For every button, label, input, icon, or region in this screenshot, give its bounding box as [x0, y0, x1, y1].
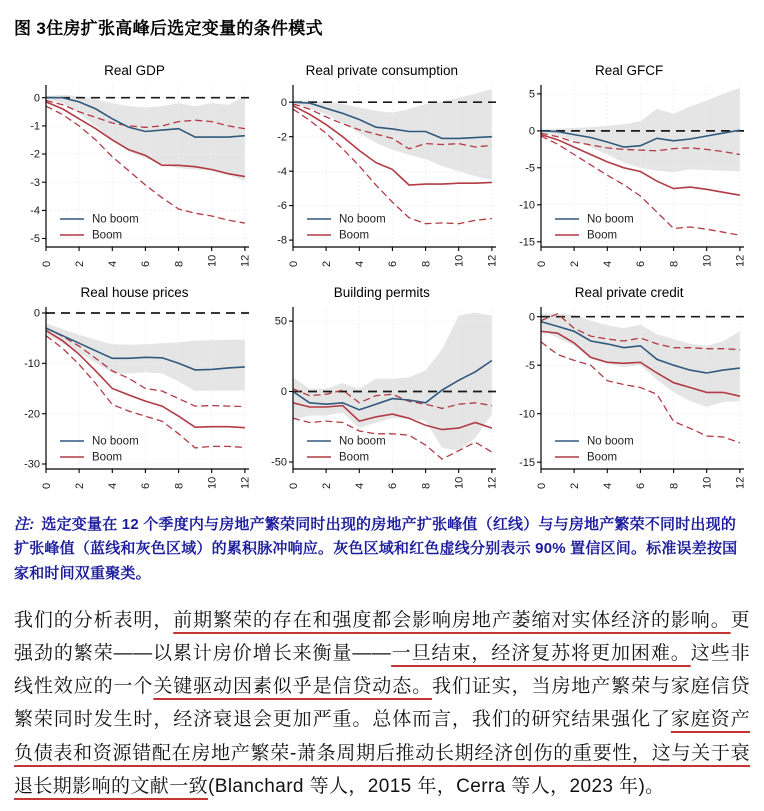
- legend-label: No boom: [92, 213, 139, 226]
- y-tick-label: -50: [271, 456, 288, 469]
- x-tick-label: 0: [535, 260, 548, 267]
- note-prefix: 注:: [14, 516, 35, 533]
- y-tick-label: -5: [524, 162, 535, 175]
- underlined-segment: 一旦结束，经济复苏将更加困难。: [391, 643, 691, 665]
- legend-label: Boom: [92, 229, 123, 242]
- y-tick-label: -6: [277, 200, 288, 213]
- y-tick-label: -30: [24, 458, 40, 471]
- x-tick-label: 8: [668, 482, 681, 489]
- x-tick-label: 12: [239, 254, 252, 267]
- x-tick-label: 0: [40, 482, 53, 489]
- chart-plot: [507, 80, 752, 274]
- x-tick-label: 12: [487, 254, 500, 267]
- legend-label: Boom: [586, 229, 617, 242]
- x-tick-label: 2: [73, 260, 86, 267]
- note-text: 选定变量在 12 个季度内与房地产繁荣同时出现的房地产扩张峰值（红线）与与房地产繁荣不同时出现的扩张峰值（蓝线和灰色区域）的累积脉冲响应。灰色区域和红色虚线分别表示 90% 置信区间。标准误差按国家和时间双重聚类。: [14, 516, 738, 582]
- x-tick-label: 6: [634, 260, 647, 267]
- chart-real-gfcf: [507, 61, 752, 279]
- y-tick-label: 0: [281, 96, 288, 109]
- x-tick-label: 2: [568, 482, 581, 489]
- chart-title: Real GFCF: [595, 63, 664, 78]
- text-segment: 更强劲的繁荣——以累计房价增长来衡量——: [14, 610, 751, 665]
- figure-note: [14, 513, 750, 586]
- y-tick-label: 0: [528, 125, 535, 138]
- legend-label: No boom: [586, 213, 634, 226]
- chart-plot: [12, 80, 257, 274]
- legend-label: Boom: [339, 451, 370, 464]
- chart-real-private-consumption: [259, 61, 504, 279]
- x-tick-label: 10: [453, 254, 466, 267]
- x-tick-label: 0: [535, 482, 548, 489]
- x-tick-label: 10: [701, 254, 714, 267]
- x-tick-label: 4: [601, 260, 614, 267]
- chart-plot: [507, 302, 752, 496]
- x-tick-label: 0: [288, 260, 301, 267]
- y-tick-label: 5: [528, 88, 535, 101]
- y-tick-label: -4: [277, 165, 288, 178]
- y-tick-label: -10: [518, 408, 535, 421]
- x-tick-label: 4: [601, 482, 614, 489]
- x-tick-label: 2: [568, 260, 581, 267]
- x-tick-label: 10: [701, 476, 714, 489]
- y-tick-label: 0: [528, 311, 535, 324]
- x-tick-label: 2: [321, 482, 334, 489]
- x-tick-label: 6: [387, 482, 400, 489]
- x-tick-label: 6: [140, 482, 153, 489]
- x-tick-label: 0: [40, 260, 53, 267]
- x-tick-label: 8: [173, 260, 186, 267]
- x-tick-label: 2: [73, 482, 86, 489]
- chart-real-gdp: [12, 61, 257, 279]
- y-tick-label: 0: [281, 386, 288, 399]
- y-tick-label: -10: [24, 357, 40, 370]
- y-tick-label: 0: [33, 92, 40, 105]
- legend-label: Boom: [339, 229, 370, 242]
- underlined-segment: 关键驱动因素似乎是信贷动态。: [153, 676, 433, 698]
- x-tick-label: 12: [487, 476, 500, 489]
- y-tick-label: -15: [518, 236, 535, 249]
- x-tick-label: 8: [173, 482, 186, 489]
- y-tick-label: -1: [30, 120, 40, 133]
- y-tick-label: 50: [275, 315, 288, 328]
- figure-title: 图 3住房扩张高峰后选定变量的条件模式: [14, 19, 323, 38]
- legend-label: No boom: [339, 213, 386, 226]
- y-tick-label: -2: [30, 148, 40, 161]
- y-tick-label: -5: [524, 359, 535, 372]
- x-tick-label: 10: [206, 476, 219, 489]
- x-tick-label: 12: [239, 476, 252, 489]
- chart-title: Real house prices: [80, 285, 189, 300]
- y-tick-label: -15: [518, 456, 535, 469]
- y-tick-label: -10: [518, 199, 535, 212]
- x-tick-label: 6: [140, 260, 153, 267]
- chart-title: Real GDP: [104, 63, 165, 78]
- legend-label: No boom: [339, 435, 386, 448]
- chart-title: Real private consumption: [305, 63, 458, 78]
- chart-real-private-credit: [507, 283, 752, 501]
- chart-plot: [259, 80, 504, 274]
- chart-real-house-prices: [12, 283, 257, 501]
- text-segment: (Blanchard 等人，2015 年，Cerra 等人，2023 年)。: [208, 775, 665, 797]
- legend-label: No boom: [92, 435, 139, 448]
- y-tick-label: 0: [33, 307, 40, 320]
- x-tick-label: 6: [387, 260, 400, 267]
- chart-building-permits: [259, 283, 504, 501]
- x-tick-label: 4: [107, 482, 120, 489]
- chart-title: Real private credit: [574, 285, 684, 300]
- chart-plot: [12, 302, 257, 496]
- y-tick-label: -2: [277, 131, 288, 144]
- y-tick-label: -4: [30, 205, 40, 217]
- confidence-band: [293, 313, 492, 451]
- underlined-segment: 家庭资产负债表和资源错配在房地产繁荣-萧条周期后推动长期经济创伤的重要性，这与关于衰退长期影响的文献一致: [14, 709, 750, 797]
- x-tick-label: 12: [734, 476, 747, 489]
- charts-grid: [12, 61, 752, 501]
- x-tick-label: 12: [734, 254, 747, 267]
- x-tick-label: 0: [288, 482, 301, 489]
- y-tick-label: -3: [30, 176, 40, 189]
- body-paragraph: [14, 604, 750, 802]
- legend-label: Boom: [586, 451, 617, 464]
- text-segment: 我们证实，当房地产繁荣与家庭信贷繁荣同时发生时，经济衰退会更加严重。总体而言，我们的研究结果强化了: [14, 676, 750, 731]
- y-tick-label: -20: [24, 408, 40, 421]
- legend-label: No boom: [586, 435, 634, 448]
- x-tick-label: 6: [634, 482, 647, 489]
- x-tick-label: 4: [354, 482, 367, 489]
- chart-title: Building permits: [333, 285, 430, 300]
- x-tick-label: 8: [420, 482, 433, 489]
- y-tick-label: -5: [30, 233, 40, 246]
- y-tick-label: -8: [277, 234, 288, 247]
- x-tick-label: 10: [453, 476, 466, 489]
- x-tick-label: 4: [354, 260, 367, 267]
- x-tick-label: 8: [420, 260, 433, 267]
- legend-label: Boom: [92, 451, 123, 464]
- x-tick-label: 8: [668, 260, 681, 267]
- x-tick-label: 4: [107, 260, 120, 267]
- x-tick-label: 10: [206, 254, 219, 267]
- text-segment: 这些非线性效应的一个: [14, 643, 750, 698]
- chart-plot: [259, 302, 504, 496]
- text-segment: 我们的分析表明，: [14, 610, 174, 632]
- underlined-segment: 前期繁荣的存在和强度都会影响房地产萎缩对实体经济的影响。: [173, 610, 731, 632]
- x-tick-label: 2: [321, 260, 334, 267]
